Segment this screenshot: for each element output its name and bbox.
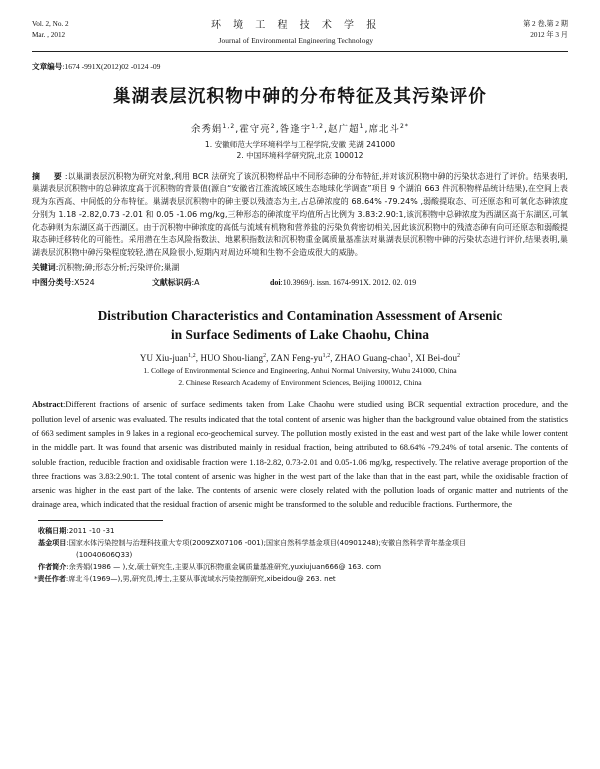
fund-value: :国家水体污染控制与治理科技重大专项(2009ZX07106 -001);国家自然科学基金项目(40901248);安徽自然科学青年基金项目: [66, 537, 467, 547]
abstract-cn-body: :以巢湖表层沉积物为研究对象,利用 BCR 法研究了该沉积物样品中不同形态砷的分布特征,并对该沉积物中砷的污染状态进行了评价。结果表明,巢湖表层沉积物中的总砷浓度高于沉积物的背景值(源自“安徽省江淮流域区域生态地球化学调查”项目 9 个湖泊 663 件沉积物样品统计结果),在空间上表现为东西高、中间低的分布特征。巢湖表层沉积物中的砷主要以残渣态为主,占总砷浓度的 68.64% -79.24% ,弱酸提取态、可还原态和可氧化态砷浓度分别为 1.18 -2.82,0.73 -2.01 和 0.05 -1.06 mg/kg,三种形态的砷浓度平均值所占比例为 3.83:2.90:1,该沉积物中总砷浓度为西湖区高于东湖区,可氧化态砷则为东湖区高于西湖区。由于沉积物中砷浓度的高低与流域有机物和营养盐的污染负荷密切相关,因此该沉积物中的残渣态砷有向可还原态和弱酸提取态砷迁移转化的可能性。采用潜在生态风险指数法、地累积指数法和沉积物重金属质量基准法对巢湖表层沉积物中砷的污染状态进行评价,结果表明,巢湖表层沉积物中砷污染程度较轻,潜在风险很小,短期内对周边环境和生物不会造成很大的威胁。: [32, 171, 568, 258]
keywords-cn-body: :沉积物;砷;形态分析;污染评价;巢湖: [55, 263, 180, 273]
author-bio-label: 作者简介: [38, 562, 67, 572]
keywords-cn: [32, 262, 568, 275]
abstract-en-label: Abstract: [32, 400, 64, 410]
affiliation-cn-1: 1. 安徽师范大学环境科学与工程学院,安徽 芜湖 241000: [204, 139, 396, 149]
article-number: [32, 61, 568, 72]
volume-issue-en: Vol. 2, No. 2: [32, 20, 69, 28]
footnotes: [32, 525, 568, 586]
corresponding-author-value: :席北斗(1969—),男,研究员,博士,主要从事流域水污染控制研究,xibeidou@ 263. net: [65, 574, 336, 584]
doi-label: doi: [270, 277, 281, 287]
issue-date-cn: 2012 年 3 月: [530, 31, 568, 40]
affiliation-en-1: 1. College of Environmental Science and Engineering, Anhui Normal University, Wuhu 241000, China: [143, 365, 457, 375]
classification-row: [32, 277, 568, 290]
volume-issue-cn: 第 2 卷,第 2 期: [523, 20, 568, 28]
abstract-cn: [32, 171, 568, 261]
received-value: :2011 -10 -31: [66, 525, 115, 535]
abstract-en: [32, 398, 568, 512]
abstract-cn-label: 摘 要: [32, 171, 65, 181]
footnote-divider: [38, 520, 163, 521]
fund-label: 基金项目: [38, 537, 67, 547]
title-cn: 巢湖表层沉积物中砷的分布特征及其污染评价: [113, 86, 487, 107]
journal-title-en: Journal of Environmental Engineering Technology: [218, 35, 374, 45]
running-head-center: [69, 18, 523, 46]
affiliation-en-2: 2. Chinese Research Academy of Environment Sciences, Beijing 100012, China: [178, 377, 422, 387]
document-code: [152, 277, 270, 290]
clc-number: [32, 277, 152, 290]
document-code-label: 文献标识码: [152, 277, 192, 287]
footnote-corresponding-author: [32, 573, 568, 585]
footnote-fund-continued: (10040606Q33): [76, 549, 133, 559]
issue-date-en: Mar. , 2012: [32, 31, 66, 40]
corresponding-author-label: 责任作者: [37, 574, 66, 584]
received-label: 收稿日期: [38, 525, 67, 535]
header-divider: [32, 51, 568, 52]
title-en-line1: Distribution Characteristics and Contamination Assessment of Arsenic: [97, 307, 503, 323]
clc-value: :X524: [71, 277, 95, 287]
corresponding-author-marker: *: [34, 574, 38, 584]
title-en: [32, 306, 568, 344]
journal-title-cn: 环 境 工 程 技 术 学 报: [210, 20, 381, 31]
footnote-fund: [32, 537, 568, 549]
running-head-right: [523, 18, 568, 41]
document-code-value: :A: [191, 277, 200, 287]
abstract-en-body: :Different fractions of arsenic of surface sediments taken from Lake Chaohu were studied using BCR sequential extraction procedure, and the pollution level of arsenic was evaluated. The results indicated that the total content of arsenic was higher than the background value obtained from the statistics of 663 sediment samples in 9 lakes in a regional eco-geochemical survey. The pollution mostly existed in the east and west part of the lake while lower content in the middle part. It was found that arsenic was distributed mainly in residual fraction, being attributed to 68.64% -79.24% of total arsenic. The contents of soluble fraction, reducible fraction and oxidisable fraction were 1.18-2.82, 0.73-2.01 and 0.05-1.06 mg/kg, respectively. The relative average proportion of the three fractions was 3.83:2.90:1. The total content of arsenic was higher in the west part of the lake than that in the east part, while the oxidisable fraction of arsenic was higher in the east part of the lake. The contents of arsenic were closely related with the pollution loads of organic matter and nutrients of the drainage area, which indicated that the residual fraction of arsenic might be transformed to the soluble and reducible fractions. Furthermore, the: [32, 400, 568, 510]
running-head: [32, 18, 568, 49]
keywords-cn-label: 关键词: [32, 263, 56, 273]
authors-en: YU Xiu-juan$^{1,2}$, HUO Shou-liang$^2$, ZAN Feng-yu$^{1,2}$, ZHAO Guang-chao$^1$, XI Bei-dou$^2$: [139, 352, 461, 363]
author-bio-value: :余秀娟(1986 — ),女,硕士研究生,主要从事沉积物重金属质量基准研究,yuxiujuan666@ 163. com: [66, 562, 382, 572]
running-head-left: [32, 18, 69, 41]
article-number-label: 文章编号: [32, 61, 63, 71]
article-number-value: :1674 -991X(2012)02 -0124 -09: [62, 61, 161, 71]
title-en-line2: in Surface Sediments of Lake Chaohu, China: [170, 326, 430, 342]
doi-value: :10.3969/j. issn. 1674-991X. 2012. 02. 019: [280, 277, 417, 287]
footnote-author-bio: [32, 561, 568, 573]
doi: [270, 277, 416, 290]
footnote-received: [32, 525, 568, 537]
affiliation-cn-2: 2. 中国环境科学研究院,北京 100012: [236, 151, 364, 161]
authors-cn: 余秀娟$^{1,2}$,霍守亮$^2$,昝逢宇$^{1,2}$,赵广超$^1$,席北斗$^{2*}$: [190, 122, 410, 135]
clc-label: 中图分类号: [32, 277, 72, 287]
